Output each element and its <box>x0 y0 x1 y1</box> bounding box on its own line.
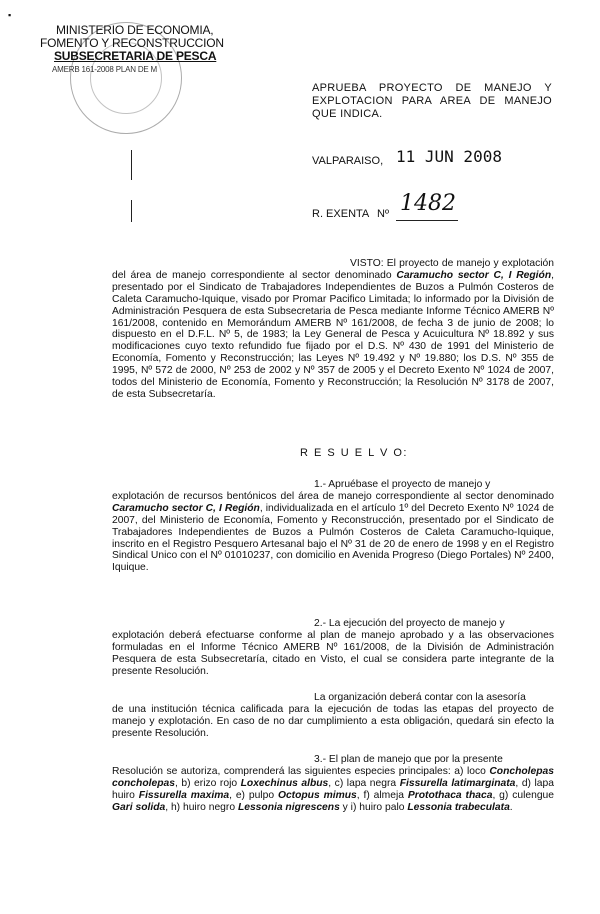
species-9: Lessonia trabeculata <box>407 801 510 813</box>
visto-sector: Caramucho sector C, I Región <box>396 269 552 281</box>
article-2-advisory-body: de una institución técnica calificada para la ejecución de todas las etapas del proyecto de manejo y explotación. En caso de no dar cumplimiento a esta obligación, quedará sin efecto la presente Resolución. <box>112 703 554 739</box>
resuelvo-heading: R E S U E L V O: <box>300 447 408 459</box>
date-stamp: 11 JUN 2008 <box>396 147 502 166</box>
article-3-text: , c) lapa negra <box>328 777 400 789</box>
article-2-advisory-lead: La organización deberá contar con la asesoría <box>314 692 526 703</box>
city-label: VALPARAISO, <box>312 155 384 167</box>
ministry-line1: MINISTERIO DE ECONOMIA, <box>56 23 214 37</box>
subsecretaria-line: SUBSECRETARIA DE PESCA <box>54 49 217 63</box>
article-1-text-2: , individualizada en el artículo 1º del Decreto Exento Nº 1024 de 2007, del Ministerio de Economía, Fomento y Reconstrucción, presentado por el Sindicato de Trabajadores Independientes de Buzos a Pulmón Costeros de Caleta Caramucho-Iquique, inscrito en el Registro Pesquero Artesanal bajo el Nº 31 de 20 de enero de 1998 y en el Registro Sindical Unico con el Nº 01010237, con domicilio en Avenida Progreso (Diego Portales) Nº 2400, Iquique. <box>112 502 554 574</box>
margin-mark <box>131 150 132 180</box>
exenta-number <box>312 191 512 221</box>
article-2-body: explotación deberá efectuarse conforme al plan de manejo aprobado y a las observaciones formuladas en el Informe Técnico AMERB Nº 161/2008, de la División de Administración Pesquera de esta Subsecretaría, citado en Visto, el cual se considera parte integrante de la presente Resolución. <box>112 629 554 677</box>
corner-mark: ▪ <box>8 10 12 20</box>
article-2-advisory <box>112 692 554 740</box>
article-3-lead: 3.- El plan de manejo que por la presente <box>314 754 503 765</box>
article-3-text: . <box>509 801 513 813</box>
number-label: Nº <box>377 208 389 220</box>
article-3-text: Resolución se autoriza, comprenderá las siguientes especies principales: a) loco <box>112 765 490 777</box>
article-1-text-1: explotación de recursos bentónicos del área de manejo correspondiente al sector denominado <box>112 490 554 502</box>
article-1-lead: 1.- Apruébase el proyecto de manejo y <box>314 479 491 490</box>
visto-paragraph <box>112 258 554 401</box>
article-3-text: y i) huiro palo <box>339 801 408 813</box>
article-3-text: , d) lapa huiro <box>112 777 554 801</box>
article-1 <box>112 479 554 574</box>
resolution-number: 1482 <box>400 191 456 216</box>
species-4: Fissurella maxima <box>138 789 230 801</box>
document-subject: APRUEBA PROYECTO DE MANEJO Y EXPLOTACION PARA AREA DE MANEJO QUE INDICA. <box>312 82 552 120</box>
species-1: Concholepas concholepas <box>112 765 554 789</box>
number-underline <box>396 220 458 221</box>
article-3 <box>112 754 554 814</box>
ministry-line2: FOMENTO Y RECONSTRUCCION <box>40 36 224 50</box>
article-2 <box>112 618 554 678</box>
article-3-text: , f) almeja <box>356 789 408 801</box>
visto-text-1: El proyecto de manejo y explotación del área de manejo correspondiente al sector denominado <box>112 258 554 281</box>
ministry-header <box>40 24 230 76</box>
visto-lead: VISTO: <box>350 258 384 269</box>
exenta-label: R. EXENTA <box>312 208 370 220</box>
species-7: Gari solida <box>112 801 166 813</box>
article-3-text: , h) huiro negro <box>165 801 238 813</box>
article-3-text: , g) culengue <box>492 789 554 801</box>
species-5: Octopus mimus <box>277 789 357 801</box>
species-3: Fissurella latimarginata <box>399 777 516 789</box>
article-3-text: , b) erizo rojo <box>174 777 241 789</box>
article-2-lead: 2.- La ejecución del proyecto de manejo y <box>314 618 505 629</box>
species-2: Loxechinus albus <box>240 777 329 789</box>
visto-text-2: , presentado por el Sindicato de Trabajadores Independientes de Buzos a Pulmón Costeros de Caleta Caramucho-Iquique, visado por Promar Pacifico Limitada; lo informado por la División de Administración Pesquera de esta Subsecretaria de Pesca mediante Informe Técnico AMERB Nº 161/2008, contenido en Memorándum AMERB Nº 161/2008, de fecha 3 de junio de 2008; lo dispuesto en el D.F.L. Nº 5, de 1983; la Ley General de Pesca y Acuicultura Nº 18.892 y sus modificaciones cuyo texto refundido fue fijado por el D.S. Nº 430 de 1991 del Ministerio de Economía, Fomento y Reconstrucción; las Leyes Nº 19.492 y Nº 19.880; los D.S. Nº 355 de 1995, Nº 572 de 2000, Nº 253 de 2002 y Nº 357 de 2005 y el Decreto Exento Nº 1024 de 2007, todos del Ministerio de Economía, Fomento y Reconstrucción; la Resolución Nº 3178 de 2007, de esta Subsecretaría. <box>112 269 554 400</box>
species-6: Protothaca thaca <box>407 789 493 801</box>
article-1-sector: Caramucho sector C, I Región <box>112 502 260 514</box>
margin-mark <box>131 200 132 222</box>
article-3-text: , e) pulpo <box>229 789 278 801</box>
reference-code: AMERB 161-2008 PLAN DE M <box>52 65 158 74</box>
species-8: Lessonia nigrescens <box>237 801 340 813</box>
place-date <box>312 147 572 169</box>
